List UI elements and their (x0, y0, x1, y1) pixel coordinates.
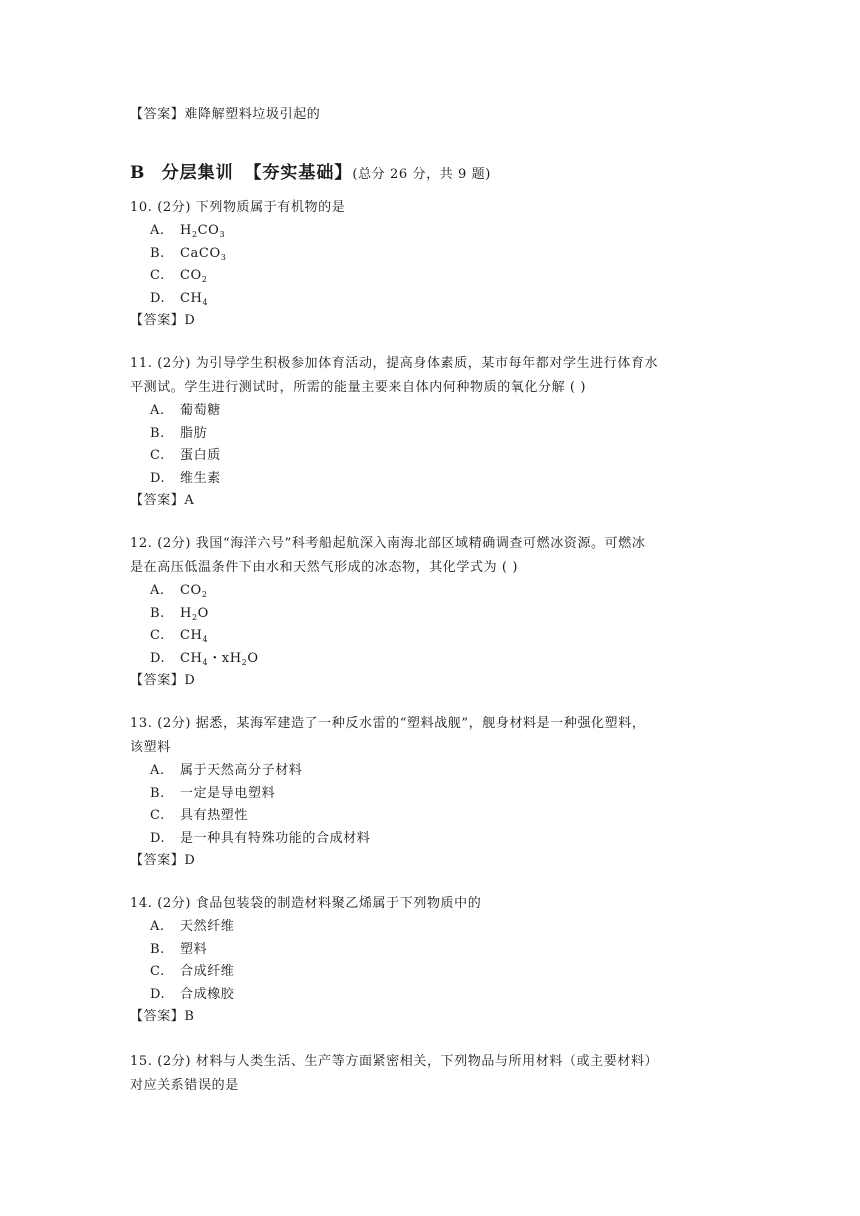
option-text: 塑料 (180, 941, 208, 957)
option-letter: B. (150, 605, 165, 621)
answer-line: 【答案】D (130, 673, 196, 688)
option-letter: A. (150, 223, 165, 238)
option-letter: C. (150, 628, 165, 643)
option (150, 986, 234, 1004)
option-letter: C. (150, 268, 165, 283)
option-letter: D. (150, 650, 166, 666)
question-stem: 对应关系错误的是 (130, 1078, 239, 1093)
option-letter: A. (150, 763, 165, 778)
question-stem: 14. (2分) 食品包装袋的制造材料聚乙烯属于下列物质中的 (130, 896, 482, 911)
option-letter: D. (150, 830, 166, 846)
formula-subscript: 2 (201, 275, 208, 284)
option (150, 290, 208, 308)
formula-text: H (180, 605, 192, 621)
formula-subscript: 4 (202, 657, 209, 667)
option-letter: B. (150, 785, 165, 801)
formula-subscript: 4 (202, 297, 209, 307)
option-formula (180, 583, 208, 598)
formula-text: CO (180, 268, 202, 283)
option-letter: D. (150, 290, 166, 306)
formula-text: CH (180, 650, 203, 666)
option-formula (180, 291, 208, 306)
formula-subscript: 4 (202, 635, 209, 644)
question-stem: 是在高压低温条件下由水和天然气形成的冰态物，其化学式为 ( ) (130, 560, 519, 575)
answer-line: 【答案】D (130, 313, 196, 328)
option (150, 941, 207, 959)
option (150, 447, 221, 465)
option-formula (180, 223, 225, 238)
question-stem: 13. (2分) 据悉，某海军建造了一种反水雷的“塑料战舰”，舰身材料是一种强化塑料， (130, 716, 646, 731)
question-stem: 该塑料 (130, 740, 171, 755)
option-text: 葡萄糖 (180, 403, 221, 418)
section-heading (130, 162, 491, 186)
option (150, 582, 208, 600)
option (150, 807, 248, 825)
option (150, 222, 225, 240)
option-letter: B. (150, 425, 165, 441)
option (150, 402, 221, 420)
option-formula (180, 268, 208, 283)
option-formula (180, 606, 209, 621)
formula-text: ・xH (208, 650, 242, 666)
formula-subscript: 3 (219, 230, 226, 239)
option-letter: C. (150, 808, 165, 823)
question-stem: 平测试。学生进行测试时，所需的能量主要来自体内何种物质的氧化分解 ( ) (130, 380, 587, 395)
formula-subscript: 2 (191, 612, 198, 622)
answer-line: 【答案】D (130, 853, 196, 868)
option-letter: C. (150, 964, 165, 979)
option-text: 一定是导电塑料 (180, 785, 276, 801)
option-letter: A. (150, 919, 165, 934)
formula-subscript: 2 (191, 230, 198, 239)
formula-text: CaCO (180, 245, 221, 261)
option-formula (180, 628, 208, 643)
option-formula (180, 246, 226, 261)
option (150, 762, 302, 780)
formula-text: H (180, 223, 192, 238)
option (150, 245, 226, 263)
option-text: 合成纤维 (180, 964, 235, 979)
option-text: 蛋白质 (180, 448, 221, 463)
formula-text: CO (180, 583, 202, 598)
section-name: 分层集训 (161, 163, 234, 183)
option (150, 918, 234, 936)
option (150, 267, 208, 285)
option (150, 605, 209, 623)
formula-text: CH (180, 628, 203, 643)
question-stem: 10. (2分) 下列物质属于有机物的是 (130, 200, 346, 215)
formula-text: CH (180, 290, 203, 306)
option-letter: A. (150, 403, 165, 418)
section-letter: B (130, 163, 146, 183)
formula-subscript: 3 (220, 252, 227, 262)
option-letter: A. (150, 583, 165, 598)
option-text: 脂肪 (180, 425, 208, 441)
answer-line: 【答案】B (130, 1009, 195, 1024)
option-letter: D. (150, 470, 166, 486)
formula-text: O (197, 605, 209, 621)
option-text: 属于天然高分子材料 (180, 763, 303, 778)
option (150, 470, 221, 488)
formula-text: O (247, 650, 259, 666)
section-summary: (总分 26 分，共 9 题) (352, 167, 491, 182)
option (150, 650, 259, 668)
option-text: 天然纤维 (180, 919, 235, 934)
option-text: 合成橡胶 (180, 986, 235, 1002)
intro-answer: 【答案】难降解塑料垃圾引起的 (130, 107, 321, 122)
option-letter: D. (150, 986, 166, 1002)
question-stem: 12. (2分) 我国“海洋六号”科考船起航深入南海北部区域精确调查可燃冰资源。可燃冰 (130, 536, 646, 551)
option-text: 具有热塑性 (180, 808, 249, 823)
option (150, 830, 370, 848)
answer-line: 【答案】A (130, 493, 195, 508)
option-letter: B. (150, 245, 165, 261)
option-text: 维生素 (180, 470, 221, 486)
section-bracket: 【夯实基础】 (244, 163, 353, 183)
option (150, 425, 207, 443)
option (150, 627, 208, 645)
option (150, 785, 275, 803)
formula-text: CO (197, 223, 220, 238)
formula-subscript: 2 (241, 657, 248, 667)
option-letter: B. (150, 941, 165, 957)
formula-subscript: 2 (201, 590, 208, 599)
option-letter: C. (150, 448, 165, 463)
option (150, 963, 234, 981)
option-text: 是一种具有特殊功能的合成材料 (180, 830, 371, 846)
question-stem: 11. (2分) 为引导学生积极参加体育活动，提高身体素质，某市每年都对学生进行体育水 (130, 356, 659, 371)
option-formula (180, 651, 259, 666)
question-stem: 15. (2分) 材料与人类生活、生产等方面紧密相关，下列物品与所用材料（或主要材料） (130, 1054, 659, 1069)
